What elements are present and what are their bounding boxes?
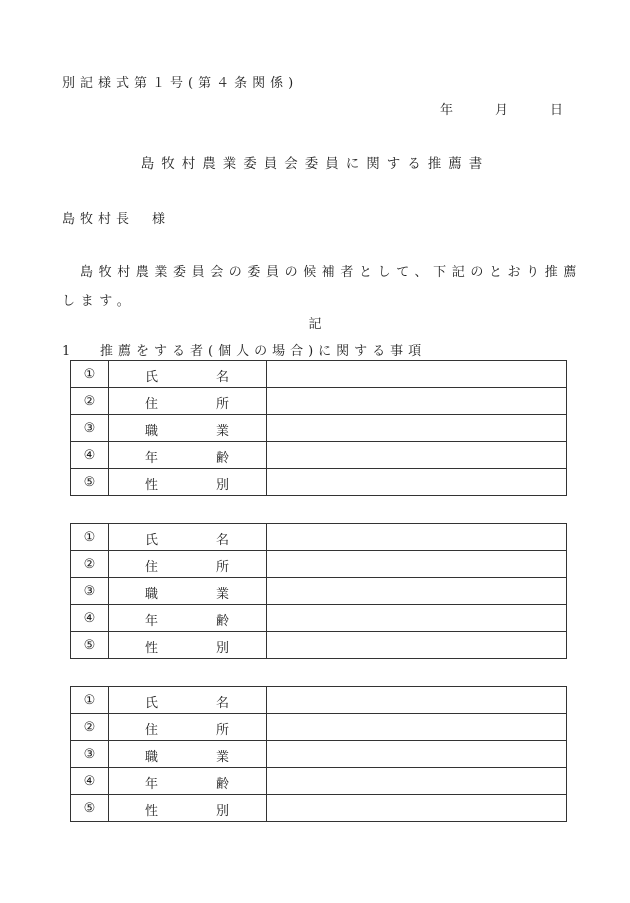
row-label bbox=[109, 741, 267, 768]
row-label bbox=[109, 469, 267, 496]
gender-field[interactable] bbox=[267, 795, 567, 822]
row-label-b: 業 bbox=[216, 750, 230, 765]
row-number: ③ bbox=[71, 741, 109, 768]
row-label-b: 業 bbox=[216, 424, 230, 439]
row-label-a: 性 bbox=[145, 478, 159, 493]
row-label-b: 名 bbox=[216, 696, 230, 711]
row-label bbox=[109, 551, 267, 578]
address-field[interactable] bbox=[267, 388, 567, 415]
row-label-a: 性 bbox=[145, 641, 159, 656]
table-row-occupation bbox=[71, 741, 567, 768]
table-row-address bbox=[71, 551, 567, 578]
row-label bbox=[109, 578, 267, 605]
row-label-a: 住 bbox=[145, 560, 159, 575]
row-number: ① bbox=[71, 361, 109, 388]
age-field[interactable] bbox=[267, 442, 567, 469]
section-1-heading bbox=[62, 340, 426, 359]
row-label-a: 年 bbox=[145, 614, 159, 629]
row-label-b: 齢 bbox=[216, 451, 230, 466]
row-label-a: 性 bbox=[145, 804, 159, 819]
row-number: ② bbox=[71, 714, 109, 741]
row-label bbox=[109, 415, 267, 442]
table-row-occupation bbox=[71, 578, 567, 605]
row-number: ② bbox=[71, 388, 109, 415]
row-label-a: 住 bbox=[145, 397, 159, 412]
row-label-b: 別 bbox=[216, 478, 230, 493]
occupation-field[interactable] bbox=[267, 741, 567, 768]
section-number: 1 bbox=[62, 344, 76, 359]
row-number: ① bbox=[71, 687, 109, 714]
date-year-label: 年 bbox=[440, 103, 454, 118]
row-number: ⑤ bbox=[71, 632, 109, 659]
row-label-b: 所 bbox=[216, 723, 230, 738]
row-label-b: 別 bbox=[216, 804, 230, 819]
row-label-b: 齢 bbox=[216, 777, 230, 792]
row-label-b: 齢 bbox=[216, 614, 230, 629]
row-label-b: 所 bbox=[216, 560, 230, 575]
row-label-a: 氏 bbox=[145, 370, 159, 385]
ki-heading: 記 bbox=[308, 317, 322, 332]
row-label-a: 氏 bbox=[145, 533, 159, 548]
row-label bbox=[109, 768, 267, 795]
row-number: ④ bbox=[71, 442, 109, 469]
row-number: ③ bbox=[71, 578, 109, 605]
gender-field[interactable] bbox=[267, 469, 567, 496]
row-label-a: 住 bbox=[145, 723, 159, 738]
row-label bbox=[109, 442, 267, 469]
row-label-b: 名 bbox=[216, 370, 230, 385]
recommender-table-3 bbox=[70, 686, 567, 822]
table-row-gender bbox=[71, 795, 567, 822]
table-row-gender bbox=[71, 469, 567, 496]
row-label bbox=[109, 605, 267, 632]
address-field[interactable] bbox=[267, 714, 567, 741]
row-label bbox=[109, 687, 267, 714]
row-label bbox=[109, 361, 267, 388]
recommender-table-2 bbox=[70, 523, 567, 659]
occupation-field[interactable] bbox=[267, 415, 567, 442]
row-number: ⑤ bbox=[71, 795, 109, 822]
row-label-a: 年 bbox=[145, 451, 159, 466]
document-title: 島牧村農業委員会委員に関する推薦書 bbox=[140, 156, 490, 172]
row-number: ④ bbox=[71, 605, 109, 632]
row-label-a: 職 bbox=[145, 424, 159, 439]
row-label-a: 年 bbox=[145, 777, 159, 792]
section-title: 推薦をする者(個人の場合)に関する事項 bbox=[100, 344, 427, 359]
row-label bbox=[109, 714, 267, 741]
gender-field[interactable] bbox=[267, 632, 567, 659]
recommender-table-1 bbox=[70, 360, 567, 496]
form-label: 別記様式第１号(第４条関係) bbox=[62, 76, 299, 91]
age-field[interactable] bbox=[267, 768, 567, 795]
row-number: ① bbox=[71, 524, 109, 551]
occupation-field[interactable] bbox=[267, 578, 567, 605]
name-field[interactable] bbox=[267, 361, 567, 388]
row-number: ② bbox=[71, 551, 109, 578]
row-label bbox=[109, 388, 267, 415]
row-number: ⑤ bbox=[71, 469, 109, 496]
row-label bbox=[109, 524, 267, 551]
table-row-address bbox=[71, 714, 567, 741]
row-label-b: 名 bbox=[216, 533, 230, 548]
row-label bbox=[109, 632, 267, 659]
date-month-label: 月 bbox=[495, 103, 509, 118]
name-field[interactable] bbox=[267, 524, 567, 551]
row-label-a: 氏 bbox=[145, 696, 159, 711]
row-label-a: 職 bbox=[145, 587, 159, 602]
table-row-gender bbox=[71, 632, 567, 659]
name-field[interactable] bbox=[267, 687, 567, 714]
table-row-name bbox=[71, 361, 567, 388]
body-paragraph: 島牧村農業委員会の委員の候補者として、下記のとおり推薦します。 bbox=[62, 265, 582, 309]
row-label bbox=[109, 795, 267, 822]
table-row-address bbox=[71, 388, 567, 415]
date-day-label: 日 bbox=[550, 103, 564, 118]
table-row-age bbox=[71, 442, 567, 469]
row-number: ③ bbox=[71, 415, 109, 442]
table-row-occupation bbox=[71, 415, 567, 442]
row-label-b: 所 bbox=[216, 397, 230, 412]
address-field[interactable] bbox=[267, 551, 567, 578]
addressee: 島牧村長 様 bbox=[62, 212, 171, 227]
table-row-name bbox=[71, 687, 567, 714]
table-row-age bbox=[71, 768, 567, 795]
table-row-name bbox=[71, 524, 567, 551]
row-label-b: 業 bbox=[216, 587, 230, 602]
table-row-age bbox=[71, 605, 567, 632]
row-number: ④ bbox=[71, 768, 109, 795]
age-field[interactable] bbox=[267, 605, 567, 632]
row-label-a: 職 bbox=[145, 750, 159, 765]
row-label-b: 別 bbox=[216, 641, 230, 656]
